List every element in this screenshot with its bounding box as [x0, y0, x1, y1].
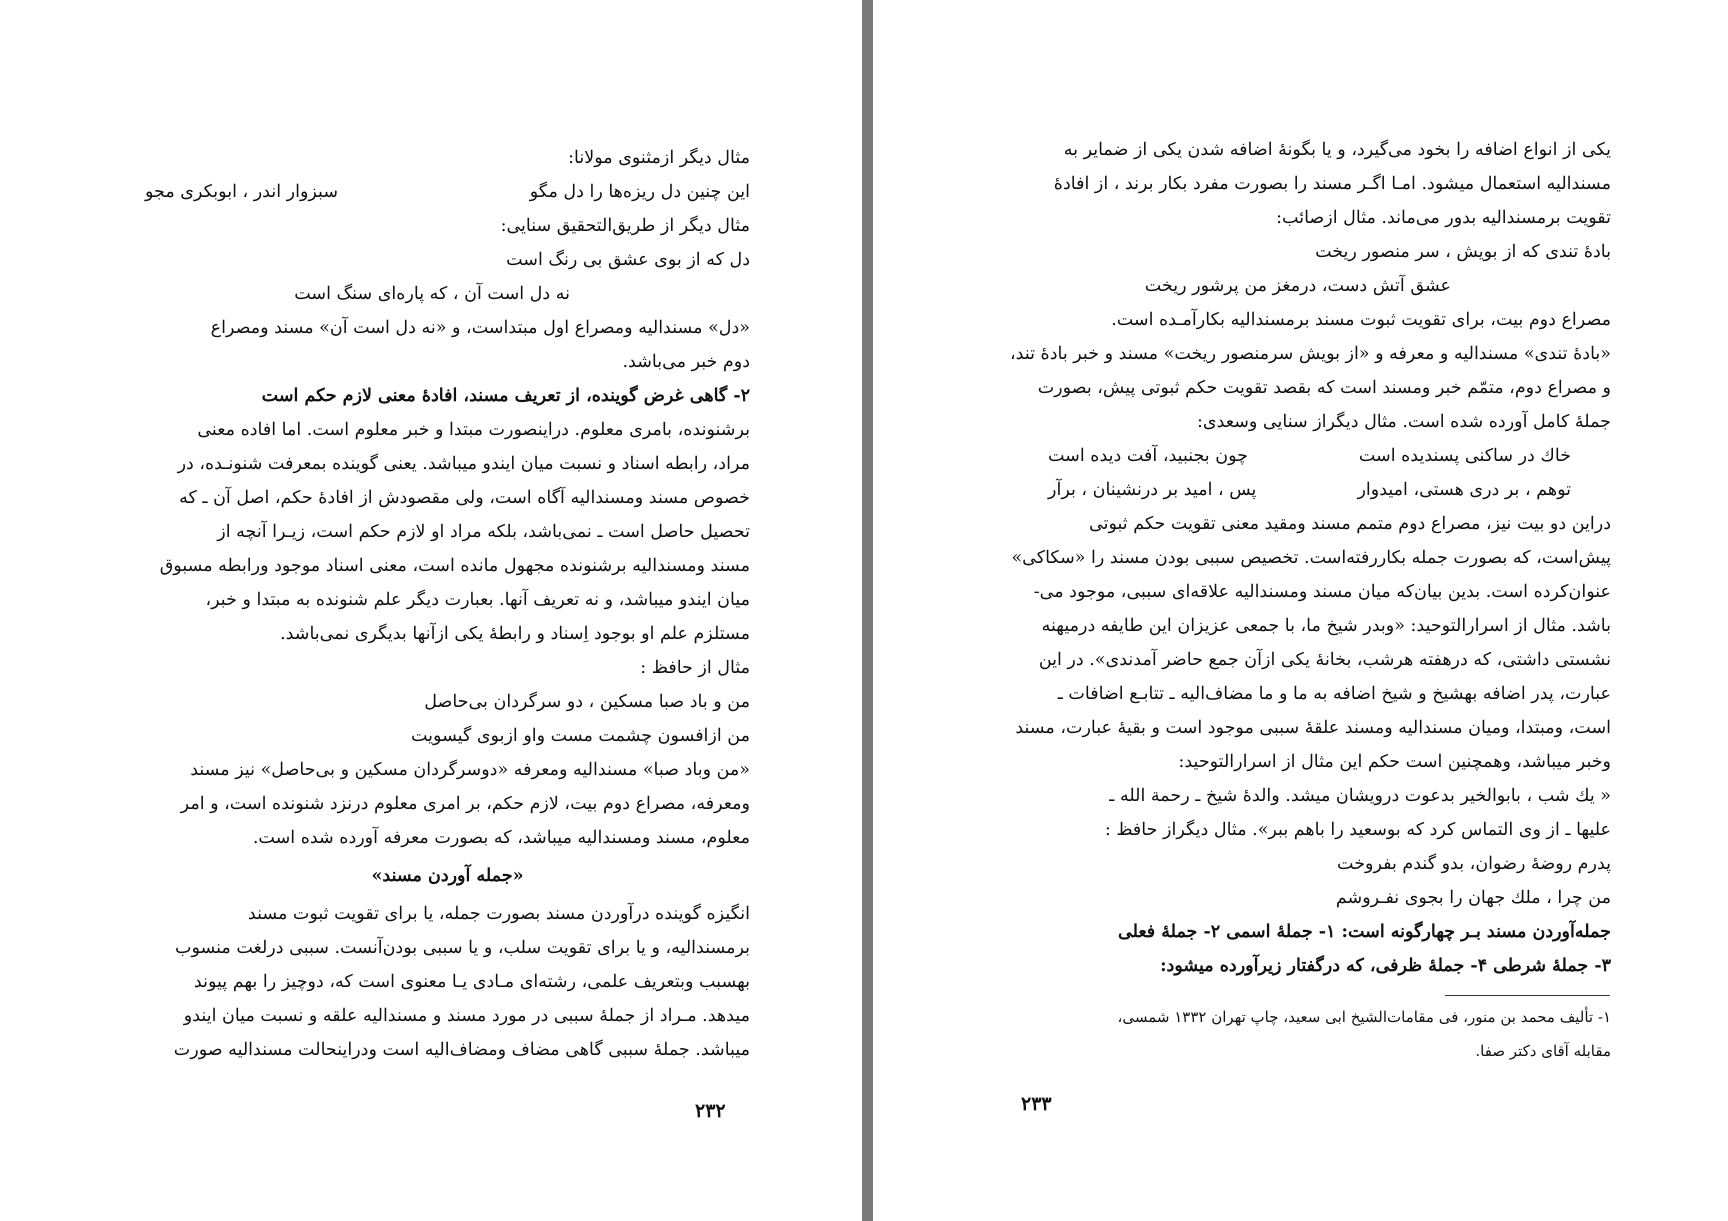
right-page: [873, 0, 1728, 1221]
text-line: میدهد. مـراد از جملهٔ سببی در مورد مسند و مسندالیه علقه و نسبت میان ایندو: [183, 1006, 750, 1026]
verse-line: بادهٔ تندی که از بویش ، سر منصور ریخت: [1315, 242, 1611, 262]
text-line: ۳- جملهٔ شرطی ۴- جملهٔ ظرفی، که درگفتار زیرآورده میشود:: [1160, 956, 1611, 976]
text-line: انگیزه گوینده درآوردن مسند بصورت جمله، یا برای تقویت ثبوت مسند: [247, 904, 750, 924]
page-number: ۲۳۲: [695, 1100, 726, 1122]
verse-hemistich: این چنین دل ریزه‌ها را دل مگو: [529, 182, 750, 202]
footnote-divider: [1445, 995, 1610, 996]
verse-line: دل که از بوی عشق بی رنگ است: [506, 250, 750, 270]
text-line: مراد، رابطه اسناد و نسبت میان ایندو میباشد. یعنی گوینده بمعرفت شنونـده، در: [177, 454, 750, 474]
footnote: [1008, 1000, 1611, 1068]
text-line: و مصراع دوم، متمّم خبر ومسند است که بقصد تقویت حکم ثبوتی پیش، بصورت: [1037, 378, 1611, 398]
text-line: دوم خبر می‌باشد.: [622, 352, 750, 372]
verse-hemistich: توهم ، بر دری هستی، امیدوار: [1357, 480, 1571, 500]
text-line: برشنونده، بامری معلوم. دراینصورت مبتدا و خبر معلوم است. اما افاده معنی: [197, 420, 750, 440]
left-page: [0, 0, 862, 1221]
text-line: جملهٔ کامل آورده شده است. مثال دیگراز سنایی وسعدی:: [1197, 412, 1611, 432]
text-line: معلوم، مسند ومسندالیه میباشد، که بصورت معرفه آورده شده است.: [252, 828, 750, 848]
text-line: میباشد. جملهٔ سببی گاهی مضاف ومضاف‌الیه است ودراینحالت مسندالیه صورت: [173, 1040, 750, 1060]
verse-couplet: [1008, 473, 1611, 507]
text-line: تحصیل حاصل است ـ نمی‌باشد، بلکه مراد او لازم حکم است، زیـرا آنچه از: [217, 522, 750, 542]
text-line: باشد. مثال از اسرارالتوحید: «وبدر شیخ ما، با جمعی عزیزان این طایفه درمیهنه: [1041, 616, 1611, 636]
text-line: میان ایندو میباشد، و نه تعریف آنها. بعبارت دیگر علم شنونده به مبتدا و خبر،: [205, 590, 750, 610]
text-line: بهسبب وبتعریف علمی، رشته‌ای مـادی یـا معنوی است که، دوچیز را بهم پیوند: [193, 972, 750, 992]
page-number: ۲۳۳: [1021, 1093, 1052, 1115]
text-line: مثال از حافظ :: [640, 658, 750, 678]
section-heading: «جمله آوردن مسند»: [371, 866, 524, 886]
text-line: پیش‌است، که بصورت جمله بکاررفته‌است. تخصیص سببی بودن مسند را «سکاکی»: [1011, 548, 1611, 568]
text-line: «من وباد صبا» مسندالیه ومعرفه «دوسرگردان مسکین و بی‌حاصل» نیز مسند: [190, 760, 750, 780]
text-line: ۲- گاهی غرض گوینده، از تعریف مسند، افادهٔ معنی لازم حکم است: [261, 386, 750, 406]
text-line: عنوان‌کرده است. بدین بیان‌که میان مسند ومسندالیه علاقه‌ای سببی، موجود می-: [1033, 582, 1611, 602]
text-line: است، ومبتدا، ومیان مسندالیه ومسند علقهٔ سببی موجود است و بقیهٔ عبارت، مسند: [1015, 718, 1611, 738]
text-line: مسندالیه استعمال میشود. امـا اگـر مسند را بصورت مفرد بکار برند ، از افادهٔ: [1053, 174, 1611, 194]
text-line: یکی از انواع اضافه را بخود می‌گیرد، و یا بگونهٔ اضافه شدن یکی از ضمایر به: [1063, 140, 1611, 160]
verse-line: من و باد صبا مسکین ، دو سرگردان بی‌حاصل: [424, 692, 750, 712]
text-line: مسند ومسندالیه برشنونده مجهول مانده است، معنی اسناد موجود ورابطه مسبوق: [159, 556, 750, 576]
verse-couplet: [145, 175, 750, 209]
text-line: «دل» مسندالیه ومصراع اول مبتداست، و «نه دل است آن» مسند ومصراع: [210, 318, 750, 338]
verse-line: من ازافسون چشمت مست واو ازبوی گیسویت: [410, 726, 750, 746]
text-line: مصراع دوم بیت، برای تقویت ثبوت مسند برمسندالیه بکارآمـده است.: [1111, 310, 1611, 330]
verse-hemistich: چون بجنبید، آفت دیده است: [1048, 446, 1248, 466]
left-page-text: [145, 141, 750, 1067]
text-line: مثال دیگر ازمثنوی مولانا:: [568, 148, 750, 168]
footnote-line: ۱- تألیف محمد بن منور، فی مقامات‌الشیخ ابی سعید، چاپ تهران ۱۳۳۲ شمسی،: [1117, 1008, 1611, 1026]
text-line: برمسندالیه، و یا برای تقویت سلب، و یا سببی بودن‌آنست. سببی درلغت منسوب: [175, 938, 750, 958]
verse-line: عشق آتش دست، درمغز من پرشور ریخت: [1144, 276, 1451, 296]
text-line: وخبر میباشد، وهمچنین است حکم این مثال از اسرارالتوحید:: [1178, 752, 1611, 772]
text-line: خصوص مسند ومسندالیه آگاه است، ولی مقصودش از افادهٔ حکم، اصل آن ـ که: [179, 488, 750, 508]
verse-hemistich: پس ، امید بر درنشینان ، برآر: [1048, 480, 1257, 500]
text-line: « یك شب ، بابوالخیر بدعوت درویشان میشد. والدهٔ شیخ ـ رحمة الله ـ: [1109, 786, 1611, 806]
text-line: علیها ـ از وی التماس کرد که بوسعید را باهم ببر». مثال دیگراز حافظ :: [1104, 820, 1611, 840]
text-line: جمله‌آوردن مسند بـر چهارگونه است: ۱- جملهٔ اسمی ۲- جملهٔ فعلی: [1117, 922, 1611, 942]
verse-couplet: [1008, 439, 1611, 473]
book-gutter: [862, 0, 873, 1221]
text-line: «بادهٔ تندی» مسندالیه و معرفه و «از بویش سرمنصور ریخت» مسند و خبر بادهٔ تند،: [1010, 344, 1611, 364]
text-line: مثال دیگر از طریق‌التحقیق سنایی:: [500, 216, 750, 236]
footnote-line: مقابله آقای دکتر صفا.: [1475, 1042, 1611, 1060]
text-line: تقویت برمسندالیه بدور می‌ماند. مثال ازصائب:: [1276, 208, 1611, 228]
verse-hemistich: سبزوار اندر ، ابوبکری مجو: [145, 182, 339, 202]
text-line: عبارت، پدر اضافه بهشیخ و شیخ اضافه به ما و ما مضاف‌الیه ـ تتابـع اضافات ـ: [1057, 684, 1611, 704]
verse-line: من چرا ، ملك جهان را بجوی نفـروشم: [1335, 888, 1611, 908]
verse-hemistich: خاك در ساکنی پسندیده است: [1358, 446, 1571, 466]
right-page-text: [1008, 133, 1611, 983]
text-line: مستلزم علم او بوجود اِسناد و رابطهٔ یکی ازآنها بدیگری نمی‌باشد.: [280, 624, 750, 644]
text-line: دراین دو بیت نیز، مصراع دوم متمم مسند ومقید معنی تقویت حکم ثبوتی: [1089, 514, 1611, 534]
verse-line: پدرم روضهٔ رضوان، بدو گندم بفروخت: [1337, 854, 1611, 874]
text-line: نشستی داشتی، که درهفته هرشب، بخانهٔ یکی ازآن جمع حاضر آمدندی». در این: [1038, 650, 1611, 670]
verse-line: نه دل است آن ، که پاره‌ای سنگ است: [294, 284, 570, 304]
text-line: ومعرفه، مصراع دوم بیت، لازم حکم، بر امری معلوم درنزد شنونده است، و امر: [180, 794, 750, 814]
